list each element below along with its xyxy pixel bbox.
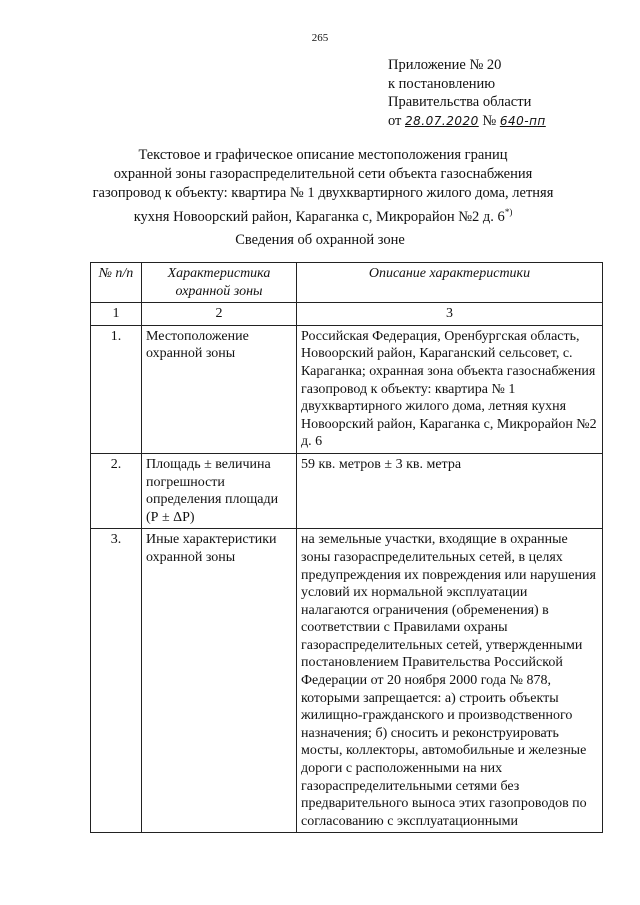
page-number: 265 <box>311 32 329 44</box>
table-row <box>91 453 603 528</box>
title-line-2: охранной зоны газораспределительной сети объекта газоснабжения <box>113 166 533 182</box>
appendix-government: Правительства области <box>388 94 532 110</box>
footnote-mark: *) <box>504 207 513 217</box>
column-number-3: 3 <box>297 303 603 326</box>
title-line-4-text: кухня Новоорский район, Караганка с, Микрорайон №2 д. 6 <box>133 208 505 225</box>
column-number-row <box>91 303 603 326</box>
handwritten-date: 28.07.2020 <box>405 113 479 128</box>
title-line-1: Текстовое и графическое описание местоположения границ <box>138 147 508 163</box>
document-title <box>80 146 566 227</box>
appendix-to-resolution: к постановлению <box>388 75 496 92</box>
zone-table <box>90 262 603 833</box>
column-number-1: 1 <box>91 303 142 326</box>
number-prefix: № <box>482 112 497 129</box>
row-characteristic: Местоположение охранной зоны <box>142 325 297 453</box>
table-row <box>91 529 603 833</box>
row-characteristic: Иные характеристики охранной зоны <box>142 529 297 833</box>
row-number: 1. <box>91 325 142 453</box>
row-description: Российская Федерация, Оренбургская область, Новоорский район, Караганский сельсовет, с. Караганка; охранная зона объекта газоснабжения газопровод к объекту: квартира № 1 двухквартирного жилого дома, летняя кухня Новоорский район, Караганка с, Микрорайон №2 д. 6 <box>297 325 603 453</box>
row-description: на земельные участки, входящие в охранные зоны газораспределительных сетей, в целях предупреждения их повреждения или нарушения условий их нормальной эксплуатации налагаются ограничения (обременения) в соответствии с Правилами охраны газораспределительных сетей, утвержденными постановлением Правительства Российской Федерации от 20 ноября 2000 года № 878, которыми запрещается: а) строить объекты жилищно-гражданского и производственного назначения; б) сносить и реконструировать мосты, коллекторы, автомобильные и железные дороги с расположенными на них газораспределительными сетями без предварительного выноса этих газопроводов по согласованию с эксплуатационными <box>297 529 603 833</box>
date-prefix: от <box>388 112 402 129</box>
title-line-3: газопровод к объекту: квартира № 1 двухквартирного жилого дома, летняя <box>92 185 554 201</box>
row-description: 59 кв. метров ± 3 кв. метра <box>297 453 603 528</box>
appendix-date-line <box>388 112 546 131</box>
title-line-4 <box>80 203 566 227</box>
appendix-title: Приложение № 20 <box>388 57 502 73</box>
row-characteristic: Площадь ± величина погрешности определения площади (Р ± ΔР) <box>142 453 297 528</box>
column-number-2: 2 <box>142 303 297 326</box>
table-row <box>91 325 603 453</box>
table-header-row <box>91 263 603 303</box>
header-description: Описание характеристики <box>297 263 603 303</box>
row-number: 2. <box>91 453 142 528</box>
row-number: 3. <box>91 529 142 833</box>
section-subtitle: Сведения об охранной зоне <box>235 232 405 248</box>
handwritten-number: 640-пп <box>499 113 546 128</box>
header-number: № п/п <box>91 263 142 303</box>
appendix-block <box>388 56 546 130</box>
header-characteristic: Характеристика охранной зоны <box>142 263 297 303</box>
